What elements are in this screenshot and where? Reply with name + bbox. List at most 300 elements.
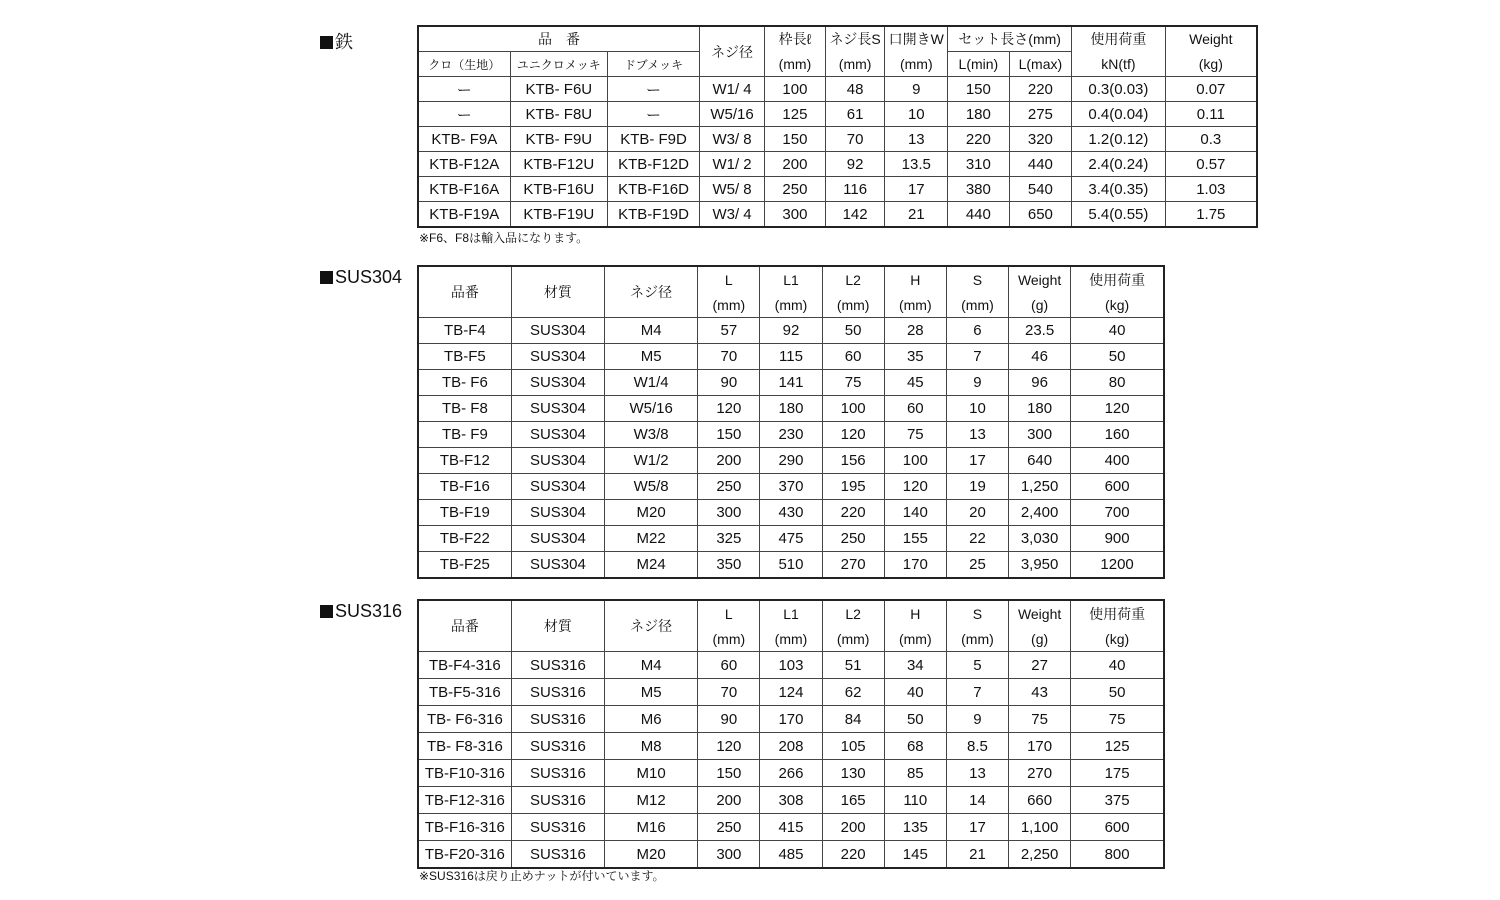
table-cell: 9: [885, 77, 948, 102]
table-cell: 10: [946, 396, 1008, 422]
table-cell: 120: [884, 474, 946, 500]
table-cell: 21: [885, 202, 948, 228]
table-cell: M10: [605, 760, 698, 787]
table-cell: 266: [760, 760, 822, 787]
section-label-sus316: [320, 601, 402, 622]
table-row: [418, 706, 1164, 733]
table-cell: 325: [698, 526, 760, 552]
table-cell: 170: [1009, 733, 1071, 760]
header-cell: S: [946, 600, 1008, 626]
table-cell: TB-F10-316: [418, 760, 511, 787]
table-cell: TB-F12-316: [418, 787, 511, 814]
table-cell: 75: [1009, 706, 1071, 733]
table-cell: TB-F12: [418, 448, 511, 474]
table-row: [418, 760, 1164, 787]
table-cell: TB-F5-316: [418, 679, 511, 706]
table-cell: 124: [760, 679, 822, 706]
table-cell: KTB- F9U: [510, 127, 607, 152]
table-cell: SUS316: [511, 814, 604, 841]
table-cell: 320: [1009, 127, 1072, 152]
table-cell: 300: [1009, 422, 1071, 448]
table-cell: 156: [822, 448, 884, 474]
header-set-min: L(min): [948, 52, 1009, 77]
table-cell: 22: [946, 526, 1008, 552]
table-cell: 208: [760, 733, 822, 760]
header-cell: Weight: [1009, 600, 1071, 626]
table-cell: 90: [698, 706, 760, 733]
table-cell: 125: [765, 102, 826, 127]
table-cell: 40: [1071, 318, 1164, 344]
table-cell: 61: [825, 102, 885, 127]
header-unit: (g): [1009, 292, 1071, 318]
table-cell: 1.03: [1165, 177, 1257, 202]
table-cell: 120: [698, 396, 760, 422]
header-unit: (kg): [1071, 292, 1164, 318]
table-cell: 17: [885, 177, 948, 202]
sus316-spec-table: [417, 599, 1165, 869]
table-cell: 310: [948, 152, 1009, 177]
table-cell: M20: [605, 500, 698, 526]
table-cell: ー: [418, 77, 510, 102]
header-unit: (kg): [1071, 626, 1164, 652]
table-cell: W1/2: [605, 448, 698, 474]
table-cell: 34: [884, 652, 946, 679]
table-cell: 120: [698, 733, 760, 760]
table-cell: 46: [1009, 344, 1071, 370]
section-label-text: SUS316: [335, 601, 403, 621]
table-cell: 165: [822, 787, 884, 814]
section-label-sus304: [320, 267, 402, 288]
table-cell: TB- F9: [418, 422, 511, 448]
table-cell: 250: [822, 526, 884, 552]
header-cell: L: [698, 600, 760, 626]
table-row: [418, 652, 1164, 679]
table-cell: 68: [884, 733, 946, 760]
table-cell: 50: [1071, 344, 1164, 370]
table-cell: 8.5: [946, 733, 1008, 760]
table-cell: 75: [884, 422, 946, 448]
table-cell: W1/ 4: [700, 77, 765, 102]
table-cell: 150: [698, 760, 760, 787]
table-cell: W3/ 8: [700, 127, 765, 152]
table-cell: 150: [948, 77, 1009, 102]
table-cell: M5: [605, 344, 698, 370]
table-cell: KTB-F19U: [510, 202, 607, 228]
header-unit: (mm): [698, 626, 760, 652]
table-cell: 170: [760, 706, 822, 733]
table-cell: 10: [885, 102, 948, 127]
table-cell: 3.4(0.35): [1072, 177, 1165, 202]
table-cell: TB- F8-316: [418, 733, 511, 760]
header-unit: (mm): [884, 626, 946, 652]
table-cell: W1/4: [605, 370, 698, 396]
table-cell: 100: [884, 448, 946, 474]
table-cell: KTB-F19A: [418, 202, 510, 228]
header-col-d: ドブメッキ: [608, 52, 700, 77]
table-cell: TB- F8: [418, 396, 511, 422]
table-cell: 92: [825, 152, 885, 177]
table-cell: KTB-F12A: [418, 152, 510, 177]
table-cell: TB-F25: [418, 552, 511, 579]
header-unit: (mm): [822, 626, 884, 652]
table-cell: 0.3(0.03): [1072, 77, 1165, 102]
table-cell: SUS304: [511, 552, 604, 579]
table-cell: 13: [946, 760, 1008, 787]
table-cell: 70: [698, 679, 760, 706]
table-cell: 103: [760, 652, 822, 679]
table-cell: M12: [605, 787, 698, 814]
header-unit: (mm): [760, 626, 822, 652]
table-cell: 50: [884, 706, 946, 733]
table-cell: 160: [1071, 422, 1164, 448]
table-cell: W5/8: [605, 474, 698, 500]
table-cell: 20: [946, 500, 1008, 526]
table-cell: ー: [608, 102, 700, 127]
table-cell: 440: [948, 202, 1009, 228]
table-cell: ー: [418, 102, 510, 127]
table-cell: 1.75: [1165, 202, 1257, 228]
table-cell: 220: [822, 841, 884, 869]
table-cell: KTB- F8U: [510, 102, 607, 127]
table-cell: 23.5: [1009, 318, 1071, 344]
table-cell: 150: [765, 127, 826, 152]
table-cell: 375: [1071, 787, 1164, 814]
table-cell: 60: [698, 652, 760, 679]
table-cell: 90: [698, 370, 760, 396]
table-row: [418, 152, 1257, 177]
table-cell: 1,100: [1009, 814, 1071, 841]
header-unit: (mm): [885, 52, 948, 77]
table-cell: M8: [605, 733, 698, 760]
table-cell: 13.5: [885, 152, 948, 177]
table-cell: SUS304: [511, 344, 604, 370]
table-cell: 290: [760, 448, 822, 474]
header-cell: H: [884, 600, 946, 626]
table-cell: 21: [946, 841, 1008, 869]
table-cell: 13: [946, 422, 1008, 448]
table-cell: 275: [1009, 102, 1072, 127]
table-cell: 7: [946, 344, 1008, 370]
table-cell: 142: [825, 202, 885, 228]
table-cell: SUS304: [511, 370, 604, 396]
table-cell: 45: [884, 370, 946, 396]
table-cell: 175: [1071, 760, 1164, 787]
table-cell: 3,950: [1009, 552, 1071, 579]
table-cell: 0.07: [1165, 77, 1257, 102]
table-cell: 485: [760, 841, 822, 869]
table-header-row: [418, 26, 1257, 52]
sus304-spec-table: [417, 265, 1165, 579]
table-header-row: [418, 266, 1164, 292]
table-cell: 80: [1071, 370, 1164, 396]
table-cell: 75: [1071, 706, 1164, 733]
header-cell: ネジ径: [605, 600, 698, 652]
table-cell: W1/ 2: [700, 152, 765, 177]
table-row: [418, 396, 1164, 422]
table-cell: 5.4(0.55): [1072, 202, 1165, 228]
table-cell: 40: [884, 679, 946, 706]
table-cell: TB-F4-316: [418, 652, 511, 679]
header-cell: L2: [822, 266, 884, 292]
table-cell: 17: [946, 448, 1008, 474]
table-cell: 250: [698, 474, 760, 500]
table-cell: 140: [884, 500, 946, 526]
table-cell: 50: [1071, 679, 1164, 706]
header-unit: (g): [1009, 626, 1071, 652]
header-cell: 材質: [511, 600, 604, 652]
table-cell: TB- F6-316: [418, 706, 511, 733]
table-row: [418, 177, 1257, 202]
table-cell: 300: [698, 500, 760, 526]
table-cell: 7: [946, 679, 1008, 706]
table-cell: KTB- F9A: [418, 127, 510, 152]
table-cell: 650: [1009, 202, 1072, 228]
table-cell: KTB-F12D: [608, 152, 700, 177]
table-cell: KTB-F16U: [510, 177, 607, 202]
table-header-row: [418, 52, 1257, 77]
table-cell: 75: [822, 370, 884, 396]
header-unit: (mm): [765, 52, 826, 77]
table-cell: SUS304: [511, 448, 604, 474]
table-cell: 270: [1009, 760, 1071, 787]
section-label-text: 鉄: [335, 32, 353, 52]
table-cell: 9: [946, 706, 1008, 733]
header-col-a: クロ（生地）: [418, 52, 510, 77]
table-cell: 43: [1009, 679, 1071, 706]
table-cell: 180: [760, 396, 822, 422]
table-cell: 84: [822, 706, 884, 733]
table-cell: M4: [605, 318, 698, 344]
table-cell: 660: [1009, 787, 1071, 814]
header-screw-len: ネジ長S: [825, 26, 885, 52]
iron-note: ※F6、F8は輸入品になります。: [419, 231, 589, 245]
table-cell: TB-F19: [418, 500, 511, 526]
table-cell: 35: [884, 344, 946, 370]
table-cell: M5: [605, 679, 698, 706]
table-cell: 100: [765, 77, 826, 102]
header-cell: H: [884, 266, 946, 292]
table-row: [418, 77, 1257, 102]
table-cell: SUS304: [511, 396, 604, 422]
table-cell: 250: [698, 814, 760, 841]
table-cell: KTB-F19D: [608, 202, 700, 228]
table-cell: 150: [698, 422, 760, 448]
table-header-row: [418, 600, 1164, 626]
table-cell: 120: [822, 422, 884, 448]
table-cell: TB-F20-316: [418, 841, 511, 869]
table-cell: M24: [605, 552, 698, 579]
table-row: [418, 500, 1164, 526]
table-cell: 115: [760, 344, 822, 370]
header-cell: S: [946, 266, 1008, 292]
table-cell: 0.3: [1165, 127, 1257, 152]
table-cell: 180: [1009, 396, 1071, 422]
table-cell: 475: [760, 526, 822, 552]
header-cell: L: [698, 266, 760, 292]
table-row: [418, 448, 1164, 474]
table-row: [418, 102, 1257, 127]
iron-spec-table: [417, 25, 1258, 228]
table-cell: SUS316: [511, 760, 604, 787]
table-row: [418, 344, 1164, 370]
table-cell: SUS304: [511, 422, 604, 448]
table-cell: 200: [698, 448, 760, 474]
header-unit: (mm): [946, 626, 1008, 652]
table-cell: 220: [948, 127, 1009, 152]
table-cell: TB-F16: [418, 474, 511, 500]
table-cell: 125: [1071, 733, 1164, 760]
table-row: [418, 733, 1164, 760]
table-cell: M6: [605, 706, 698, 733]
table-cell: 6: [946, 318, 1008, 344]
table-row: [418, 202, 1257, 228]
table-cell: 40: [1071, 652, 1164, 679]
table-cell: 200: [698, 787, 760, 814]
table-cell: 3,030: [1009, 526, 1071, 552]
table-cell: 170: [884, 552, 946, 579]
table-cell: SUS316: [511, 679, 604, 706]
table-cell: 1.2(0.12): [1072, 127, 1165, 152]
table-cell: 130: [822, 760, 884, 787]
table-cell: 96: [1009, 370, 1071, 396]
table-cell: 308: [760, 787, 822, 814]
table-cell: 640: [1009, 448, 1071, 474]
table-row: [418, 370, 1164, 396]
table-cell: KTB- F6U: [510, 77, 607, 102]
table-cell: 135: [884, 814, 946, 841]
table-cell: 25: [946, 552, 1008, 579]
table-row: [418, 787, 1164, 814]
table-cell: 370: [760, 474, 822, 500]
table-cell: SUS304: [511, 474, 604, 500]
table-cell: TB-F16-316: [418, 814, 511, 841]
table-cell: 13: [885, 127, 948, 152]
table-cell: 350: [698, 552, 760, 579]
header-cell: L1: [760, 266, 822, 292]
table-cell: 270: [822, 552, 884, 579]
iron-table-body: [418, 77, 1257, 228]
square-bullet-icon: [320, 605, 333, 618]
table-cell: 200: [765, 152, 826, 177]
table-cell: SUS304: [511, 318, 604, 344]
header-cell: L1: [760, 600, 822, 626]
table-cell: 19: [946, 474, 1008, 500]
table-cell: 600: [1071, 474, 1164, 500]
table-cell: 200: [822, 814, 884, 841]
square-bullet-icon: [320, 271, 333, 284]
table-cell: 430: [760, 500, 822, 526]
table-cell: 510: [760, 552, 822, 579]
table-cell: 300: [698, 841, 760, 869]
table-cell: 440: [1009, 152, 1072, 177]
table-cell: 92: [760, 318, 822, 344]
sus316-note: ※SUS316は戻り止めナットが付いています。: [419, 869, 665, 883]
header-cell: ネジ径: [605, 266, 698, 318]
table-cell: 5: [946, 652, 1008, 679]
header-weight: Weight: [1165, 26, 1257, 52]
table-row: [418, 318, 1164, 344]
table-cell: SUS304: [511, 526, 604, 552]
table-cell: 415: [760, 814, 822, 841]
table-cell: KTB- F9D: [608, 127, 700, 152]
table-row: [418, 526, 1164, 552]
table-cell: W3/ 4: [700, 202, 765, 228]
table-cell: 220: [822, 500, 884, 526]
table-cell: 2,400: [1009, 500, 1071, 526]
table-cell: 300: [765, 202, 826, 228]
table-cell: 155: [884, 526, 946, 552]
table-cell: M20: [605, 841, 698, 869]
section-label-iron: [320, 28, 353, 54]
header-unit: (mm): [698, 292, 760, 318]
sus304-table-head: [418, 266, 1164, 318]
table-cell: 57: [698, 318, 760, 344]
table-row: [418, 552, 1164, 579]
table-row: [418, 814, 1164, 841]
table-cell: 70: [698, 344, 760, 370]
header-thread: ネジ径: [700, 26, 765, 77]
header-set-max: L(max): [1009, 52, 1072, 77]
table-cell: 60: [884, 396, 946, 422]
table-cell: 70: [825, 127, 885, 152]
table-cell: 120: [1071, 396, 1164, 422]
table-cell: 85: [884, 760, 946, 787]
table-row: [418, 679, 1164, 706]
sus316-table-head: [418, 600, 1164, 652]
table-cell: 100: [822, 396, 884, 422]
table-cell: 28: [884, 318, 946, 344]
header-part-no: 品 番: [418, 26, 700, 52]
header-unit: (kg): [1165, 52, 1257, 77]
table-cell: 51: [822, 652, 884, 679]
table-cell: ー: [608, 77, 700, 102]
table-cell: 195: [822, 474, 884, 500]
table-cell: 48: [825, 77, 885, 102]
header-cell: L2: [822, 600, 884, 626]
table-cell: SUS316: [511, 733, 604, 760]
header-cell: 使用荷重: [1071, 266, 1164, 292]
table-cell: SUS304: [511, 500, 604, 526]
section-label-text: SUS304: [335, 267, 403, 287]
table-row: [418, 474, 1164, 500]
table-cell: 600: [1071, 814, 1164, 841]
header-unit: (mm): [946, 292, 1008, 318]
table-cell: 900: [1071, 526, 1164, 552]
table-cell: 105: [822, 733, 884, 760]
table-cell: 9: [946, 370, 1008, 396]
table-cell: TB- F6: [418, 370, 511, 396]
table-cell: 700: [1071, 500, 1164, 526]
table-cell: 110: [884, 787, 946, 814]
header-cell: 材質: [511, 266, 604, 318]
table-cell: 800: [1071, 841, 1164, 869]
header-unit: (mm): [884, 292, 946, 318]
header-cell: 品番: [418, 600, 511, 652]
table-cell: 116: [825, 177, 885, 202]
table-cell: 0.4(0.04): [1072, 102, 1165, 127]
table-cell: 62: [822, 679, 884, 706]
sus316-table-body: [418, 652, 1164, 869]
table-cell: 60: [822, 344, 884, 370]
table-cell: 2,250: [1009, 841, 1071, 869]
table-row: [418, 422, 1164, 448]
header-frame-len: 枠長ℓ: [765, 26, 826, 52]
table-cell: KTB-F12U: [510, 152, 607, 177]
header-load: 使用荷重: [1072, 26, 1165, 52]
header-opening: 口開きW: [885, 26, 948, 52]
header-col-u: ユニクロメッキ: [510, 52, 607, 77]
table-cell: W5/16: [700, 102, 765, 127]
